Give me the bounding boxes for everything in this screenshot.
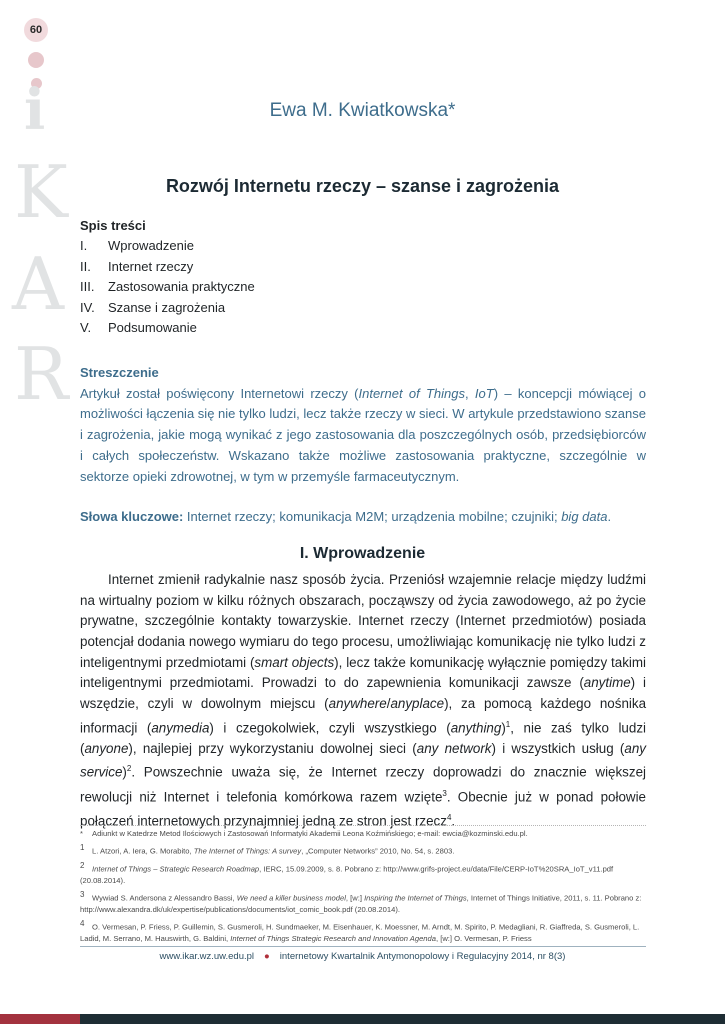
footnote-italic: We need a killer business model <box>236 893 346 903</box>
footnote-text: , [w:] <box>345 893 365 903</box>
footnote-text: L. Atzori, A. Iera, G. Morabito, <box>92 846 194 856</box>
keywords-italic: big data <box>561 509 608 524</box>
abstract-text: , <box>465 385 475 401</box>
footnote-text: , „Computer Networks” 2010, No. 54, s. 2803. <box>301 846 455 856</box>
table-of-contents <box>80 218 255 341</box>
toc-label: Zastosowania praktyczne <box>108 279 255 295</box>
toc-heading: Spis treści <box>80 218 146 233</box>
body-italic: anywhere <box>328 695 387 711</box>
body-text: ) <box>501 720 506 736</box>
toc-item <box>80 300 255 321</box>
footnote-mark: 1 <box>80 843 85 853</box>
page-number: 60 <box>24 18 48 42</box>
body-text: Internet zmienił radykalnie nasz sposób życia. Przeniósł wzajemnie relacje między ludźmi na wirtualny poziom w kilku różnych obszarach, począwszy od życia zawodowego, aż po życie prywatne, szczególnie kontakty towarzyskie. Internet rzeczy (Internet przedmiotów) posiada potencjał dodania nowego wymiaru do tego procesu, umożliwiając komunikację nie tylko ludzi z inteligentnymi przedmiotami ( <box>80 572 646 670</box>
author-name: Ewa M. Kwiatkowska* <box>269 100 456 121</box>
footnote-4 <box>80 918 646 944</box>
toc-number: IV. <box>80 299 95 315</box>
footnote-text: Wywiad S. Andersona z Alessandro Bassi, <box>92 893 237 903</box>
body-text: ) i czegokolwiek, czyli wszystkiego ( <box>209 720 451 736</box>
body-italic: smart objects <box>254 654 335 670</box>
toc-number: V. <box>80 320 92 336</box>
toc-item <box>80 238 255 259</box>
article-title: Rozwój Internetu rzeczy – szanse i zagrożenia <box>165 176 560 196</box>
footnote-mark: * <box>80 829 83 838</box>
footer-url[interactable]: www.ikar.wz.uw.edu.pl <box>159 951 255 962</box>
footnote-ref: 2 <box>126 764 132 774</box>
bottom-dark-bar <box>80 1014 725 1024</box>
footnote-italic: Internet of Things – Strategic Research Roadmap <box>92 864 260 874</box>
body-italic: anything <box>450 720 502 736</box>
footnote-mark: 4 <box>80 918 85 928</box>
keywords-label: Słowa kluczowe: <box>80 509 184 524</box>
toc-number: I. <box>80 238 88 253</box>
body-text: ) <box>122 764 127 780</box>
footnote-text: , IERC, 15.09.2009, s. 8. Pobrano z: http://www.grifs-project.eu/data/File/CERP-IoT%20SRA_IoT_v11.pdf (20.08.2014). <box>80 864 614 885</box>
footnote-ref: 1 <box>505 719 511 729</box>
abstract-text: ) – koncepcji mówiącej o możliwości łączenia się nie tylko ludzi, lecz także rzeczy w sieci. W artykule przedstawiono szanse i zagrożenia, jakie mogą wynikać z jego zastosowania dla poszczególnych osób, przedsiębiorców i całych społeczeństw. Wskazano także możliwe zastosowania praktyczne, szczególnie w sektorze opieki zdrowotnej, w tym w przemyśle farmaceutycznym. <box>80 385 647 484</box>
keywords-text: Internet rzeczy; komunikacja M2M; urządzenia mobilne; czujniki; <box>183 509 562 524</box>
body-text: . <box>451 813 456 829</box>
sidebar-letter-i: i <box>24 77 46 143</box>
bottom-accent-bar <box>0 1014 80 1024</box>
body-text: , nie zaś tylko ludzi ( <box>80 720 647 756</box>
footnote-text: , [w:] O. Vermesan, P. Friess <box>435 933 532 943</box>
toc-label: Internet rzeczy <box>108 258 194 274</box>
toc-number: II. <box>80 258 91 274</box>
body-italic: anytime <box>583 675 631 691</box>
bullet-icon: ● <box>264 951 270 962</box>
abstract-body <box>80 384 646 488</box>
footnote-mark: 3 <box>80 889 85 899</box>
body-italic: anyplace <box>390 695 445 711</box>
footnote-italic: The Internet of Things: A survey <box>193 846 302 856</box>
page-footer <box>0 951 725 962</box>
footnote-ref: 3 <box>442 788 447 798</box>
toc-number: III. <box>80 279 95 295</box>
toc-item <box>80 279 255 300</box>
abstract-italic: IoT <box>474 385 494 401</box>
section-heading: I. Wprowadzenie <box>299 545 426 562</box>
footer-divider <box>80 946 646 947</box>
body-text: ) i wszędzie, czyli w dowolnym miejscu ( <box>80 675 647 711</box>
footer-journal: internetowy Kwartalnik Antymonopolowy i Regulacyjny 2014, nr 8(3) <box>279 951 566 962</box>
body-text: ), najlepiej przy wykorzystaniu dowolnej sieci ( <box>128 740 417 756</box>
sidebar-letter-a: A <box>12 242 64 326</box>
footnote-italic: Inspiring the Internet of Things <box>364 893 467 903</box>
abstract-heading: Streszczenie <box>80 365 159 380</box>
body-text: . Powszechnie uważa się, że Internet rzeczy doprowadzi do znacznie większej rewolucji niż Internet i telefonia komórkowa razem wzięte <box>80 764 646 804</box>
footnote-2 <box>80 860 646 886</box>
body-text: / <box>386 695 391 711</box>
footnote-3 <box>80 889 646 915</box>
body-text: ) i wszystkich usług ( <box>491 740 625 756</box>
body-text: ), za pomocą każdego nośnika informacji ( <box>80 695 647 736</box>
body-text: . Obecnie już w ponad połowie połączeń internetowych przynajmniej jedną ze stron jest rzecz <box>80 788 646 829</box>
toc-label: Wprowadzenie <box>108 238 194 253</box>
footnote-text: O. Vermesan, P. Friess, P. Guillemin, S. Gusmeroli, H. Sundmaeker, M. Eisenhauer, K. Moessner, M. Arndt, M. Spirito, P. Medagliani, R. Giaffreda, S. Gusmeroli, L. Ladid, M. Serrano, M. Hauswirth, G. Baldini, <box>80 922 640 943</box>
keywords <box>80 509 646 524</box>
body-text: ), lecz także komunikację wyłącznie pomiędzy takimi inteligentnymi przedmiotami. Prowadzi to do zapewnienia komunikacji zawsze ( <box>80 654 647 691</box>
abstract <box>80 363 646 487</box>
footnote-1 <box>80 842 646 857</box>
toc-item <box>80 320 255 341</box>
body-paragraph <box>80 570 646 832</box>
toc-label: Podsumowanie <box>108 320 197 336</box>
keywords-end: . <box>607 509 612 524</box>
footnote-mark: 2 <box>80 860 85 870</box>
body-italic: anymedia <box>151 720 210 736</box>
footnote-text: Adiunkt w Katedrze Metod Ilościowych i Zastosowań Informatyki Akademii Leona Koźmińskiego; e-mail: ewcia@kozminski.edu.pl. <box>92 829 528 838</box>
toc-item <box>80 259 255 280</box>
body-italic: any service <box>80 740 646 780</box>
footnote-divider <box>80 825 646 826</box>
sidebar-letter-r: R <box>14 332 69 416</box>
decorative-dot-icon <box>28 52 44 68</box>
toc-label: Szanse i zagrożenia <box>108 299 226 315</box>
footnote-text: , Internet of Things Initiative, 2011, s. 11. Pobrano z: http://www.alexandra.dk/uk/expertise/publications/documents/iot_comic_book.pdf (20.08.2014). <box>80 893 642 914</box>
sidebar-letter-k: K <box>14 150 68 234</box>
footnote-italic: Internet of Things Strategic Research and Innovation Agenda <box>230 933 436 943</box>
body-italic: any network <box>416 740 492 756</box>
abstract-text: Artykuł został poświęcony Internetowi rzeczy ( <box>80 385 359 401</box>
footnote-star <box>80 828 646 839</box>
abstract-italic: Internet of Things <box>358 385 466 401</box>
body-italic: anyone <box>84 740 129 756</box>
footnote-ref: 4 <box>446 812 452 822</box>
footnotes <box>80 828 646 947</box>
